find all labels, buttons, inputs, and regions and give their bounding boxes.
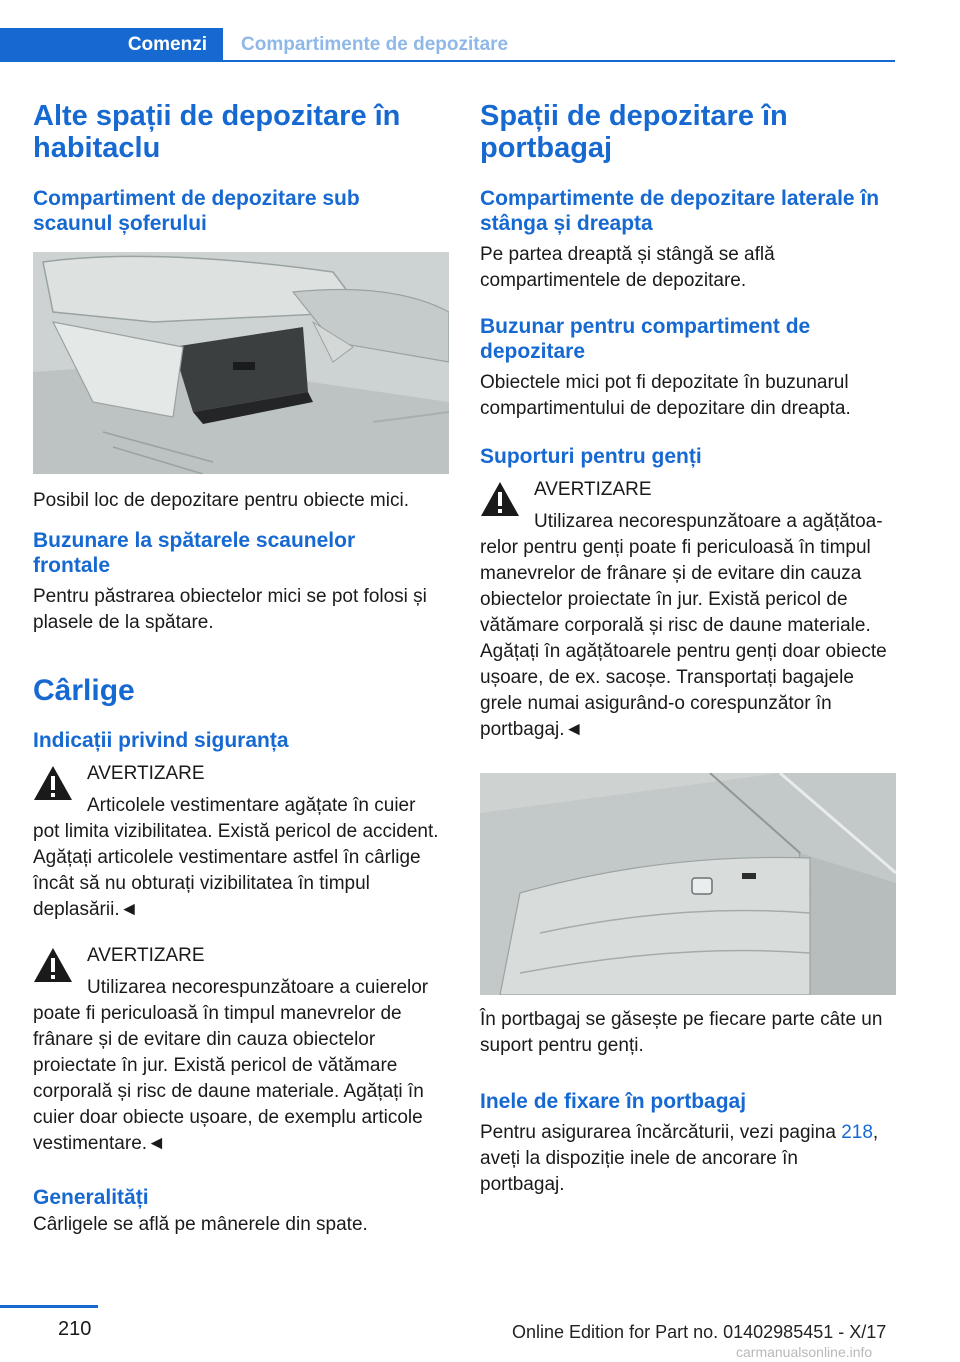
under-seat-storage-image [33,252,449,474]
subheading-bag-hooks: Suporturi pentru genți [480,445,702,468]
warning2-text: poate fi periculoasă în timpul manevrelor de frânare și de evitare din cauza obiectelor proiectate în jur. Există pericol de vătămare corporală și risc de daune materiale. Agățați în cuier doar obiecte ușoare, de exemplu articole vestimentare.◄ [33,1003,424,1154]
side-compartments-text: Pe partea dreaptă și stângă se află compartimentele de depozitare. [480,244,775,291]
trunk-illustration [480,773,896,995]
subheading-compartment-pocket: Buzunar pentru compartiment de depozitare [480,315,811,363]
section-title-hooks: Cârlige [33,674,135,707]
subheading-seatback-pockets: Buzunare la spătarele scaunelor frontale [33,529,356,577]
tab-section[interactable]: Compartimente de depozitare [241,34,509,55]
seat-illustration [33,252,449,474]
warning2-first-line: Utilizarea necorespunzătoare a cuierelor [87,977,429,998]
warning-triangle-icon [33,765,73,801]
section-title-interior-storage: Alte spații de depozitare în habitaclu [33,100,401,164]
watermark: carmanualsonline.info [736,1344,873,1360]
warning-triangle-icon [480,481,520,517]
general-text: Cârligele se află pe mânerele din spate. [33,1214,368,1235]
warning-box-3 [480,477,896,743]
footer-accent-line [0,1305,98,1308]
warning-box-2 [33,943,449,1157]
compartment-pocket-text: Obiectele mici pot fi depozitate în buzunarul compartimentului de depozitare din dreapta. [480,372,851,419]
warning-triangle-icon [33,947,73,983]
warning3-first-line: Utilizarea necorespunzătoare a agățătoa- [534,511,883,532]
tie-down-rings-text [480,1120,880,1198]
warning2-label: AVERTIZARE [87,945,205,966]
seatback-pockets-text: Pentru păstrarea obiectelor mici se pot folosi și plasele de la spătare. [33,586,427,633]
edition-text: Online Edition for Part no. 01402985451 - X/17 [512,1322,887,1342]
right-column [480,100,896,1198]
image1-caption: Posibil loc de depozitare pentru obiecte mici. [33,490,409,511]
subheading-side-compartments: Compartimente de depozitare laterale în stânga și dreapta [480,187,880,235]
warning1-text: pot limita vizibilitatea. Există pericol de accident. Agățați articolele vestimentare astfel în cârlige încât să nu obturați vizibilitatea în timpul deplasării.◄ [33,821,439,920]
warning3-text: relor pentru genți poate fi periculoasă în timpul manevrelor de frânare și de evitare din cauza obiectelor proiectate în jur. Există pericol de vătămare corporală și risc de daune materiale. Agățați în agățătoarele pentru genți doar obiecte ușoare, de ex. sacoșe. Transportați bagajele grele numai asigurând-o corespunzător în portbagaj.◄ [480,537,887,740]
header-bar [0,28,895,62]
subheading-general: Generalități [33,1186,149,1209]
section-title-trunk-storage: Spații de depozitare în portbagaj [480,100,788,164]
warning-box-1 [33,761,449,923]
left-column [33,100,449,1238]
subheading-under-seat: Compartiment de depozitare sub scaunul șoferului [33,187,360,235]
warning1-label: AVERTIZARE [87,763,205,784]
subheading-tie-down-rings: Inele de fixare în portbagaj [480,1090,747,1113]
tie-down-text-before: Pentru asigurarea încărcăturii, vezi pagina [480,1122,836,1143]
warning3-label: AVERTIZARE [534,479,652,500]
tie-down-text-after: , aveți la dispoziție inele de ancorare în portbagaj. [480,1122,879,1195]
subheading-safety: Indicații privind siguranța [33,729,289,752]
warning1-first-line: Articolele vestimentare agățate în cuier [87,795,416,816]
trunk-bag-hook-image [480,773,896,995]
page-link-218[interactable]: 218 [841,1122,873,1143]
tab-comenzi[interactable]: Comenzi [0,28,223,62]
image2-caption: În portbagaj se găsește pe fiecare parte câte un suport pentru genți. [480,1009,883,1056]
page-number: 210 [58,1318,92,1340]
